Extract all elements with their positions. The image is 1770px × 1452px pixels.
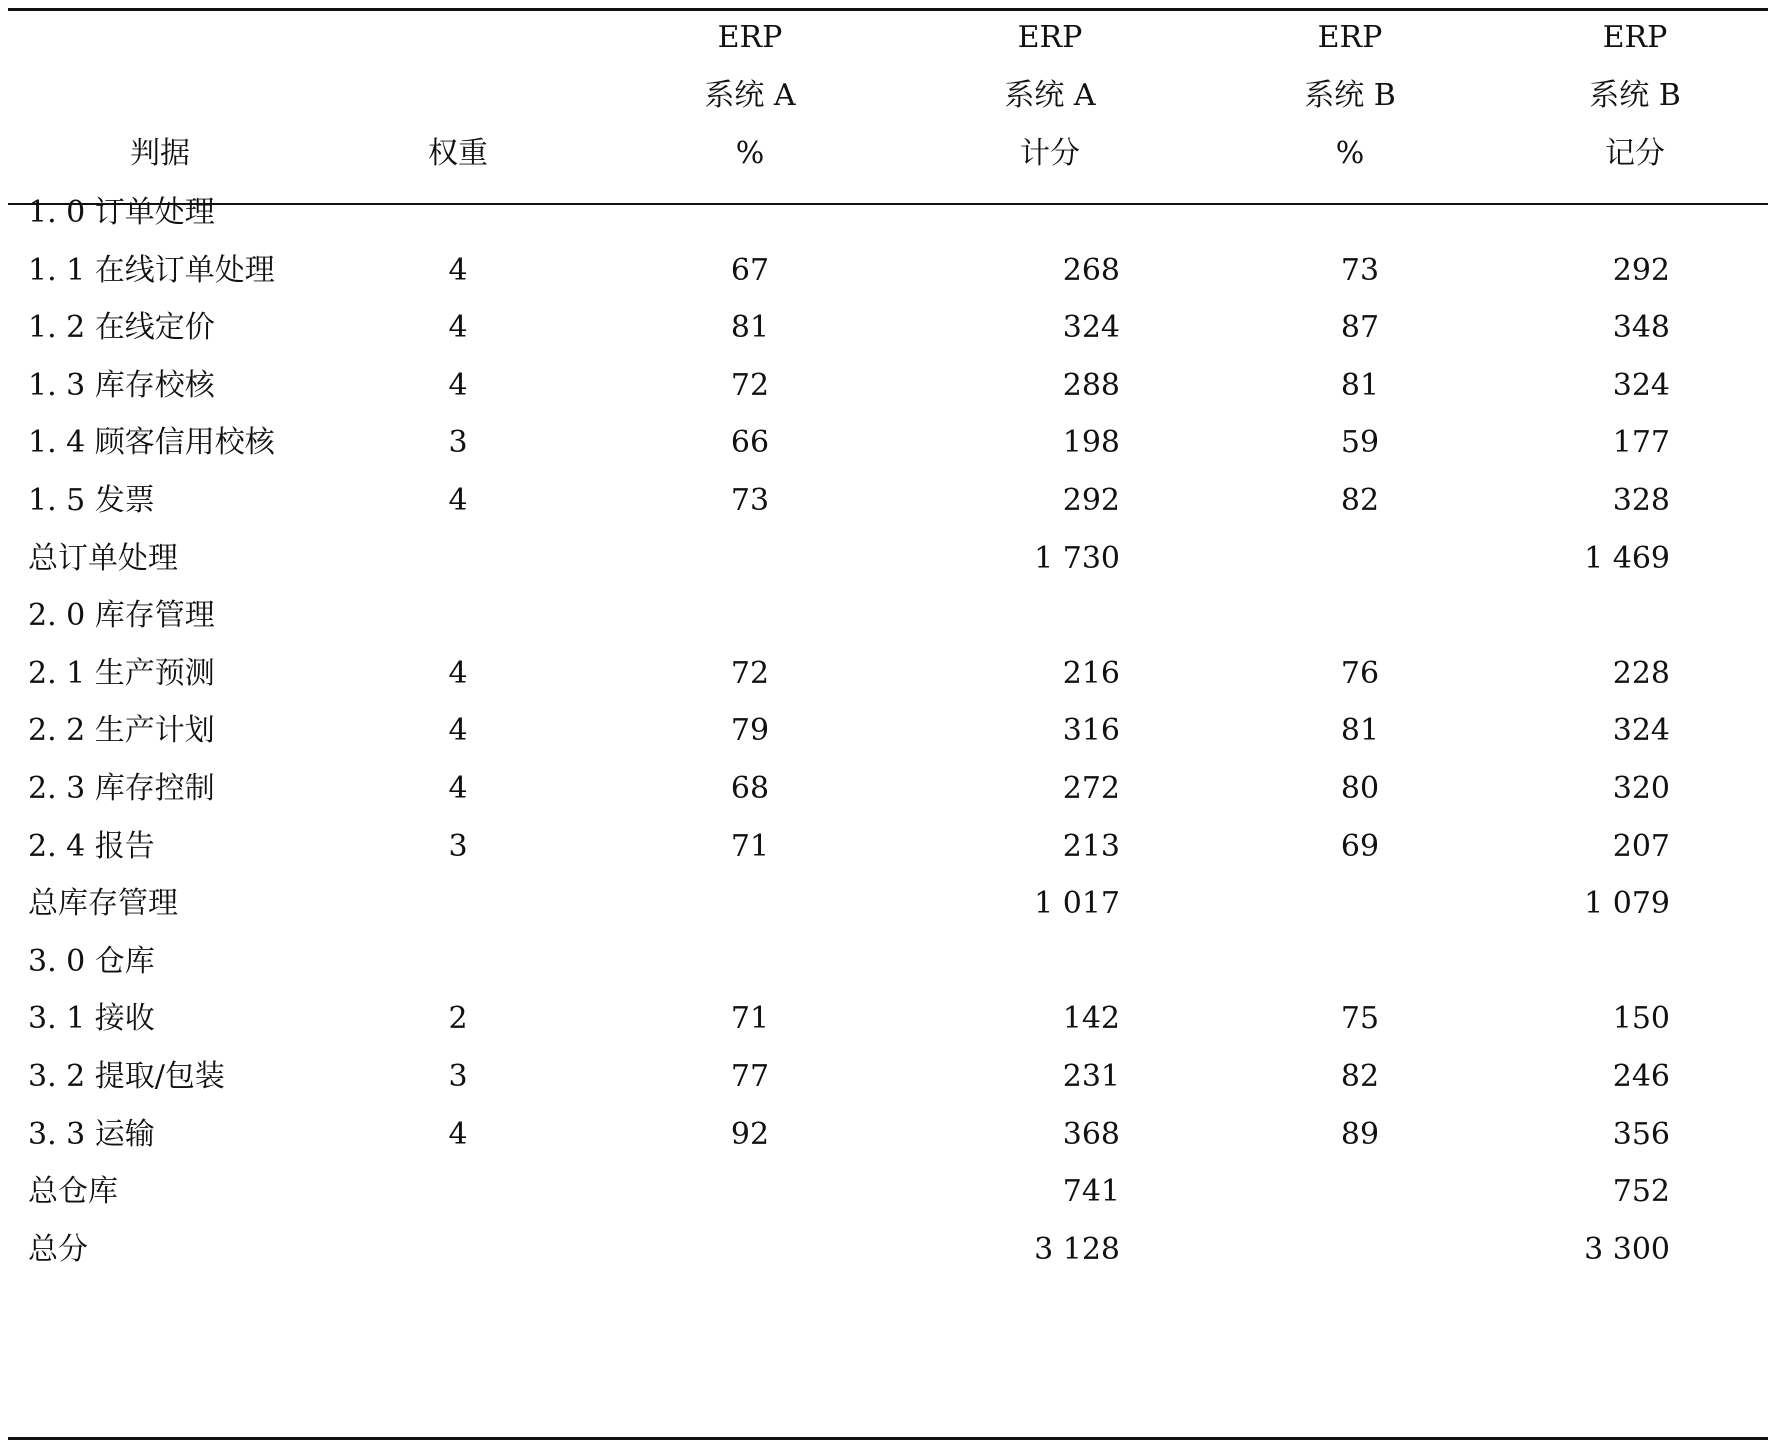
cell-system-a-percent: 66 <box>730 425 770 461</box>
cell-system-a-score: 368 <box>1062 1116 1120 1152</box>
cell-criteria: 1. 0 订单处理 <box>28 195 215 230</box>
table-row <box>0 295 1770 360</box>
cell-system-b-score <box>1470 929 1670 994</box>
cell-criteria: 1. 2 在线定价 <box>28 310 215 346</box>
cell-system-b-percent: 82 <box>1340 1059 1380 1094</box>
cell-system-b-score: 320 <box>1612 771 1670 806</box>
cell-system-a-score: 213 <box>1062 828 1120 864</box>
header-line: 计分 <box>1020 136 1080 171</box>
cell-system-a-score: 288 <box>1062 367 1120 403</box>
header-line: 判据 <box>130 136 190 171</box>
cell-system-b-percent: 59 <box>1340 425 1380 461</box>
cell-weight: 4 <box>448 1116 468 1152</box>
cell-system-b-score: 324 <box>1612 713 1670 749</box>
cell-system-a-score: 316 <box>1062 713 1120 749</box>
cell-criteria: 3. 1 接收 <box>28 1001 155 1037</box>
table-row <box>0 929 1770 994</box>
cell-system-b-score: 1 079 <box>1584 886 1670 922</box>
header-line: % <box>735 136 765 171</box>
table-row <box>0 526 1770 591</box>
cell-weight <box>408 1159 508 1224</box>
cell-system-a-score: 3 128 <box>1034 1231 1120 1267</box>
cell-system-a-percent: 77 <box>730 1059 770 1094</box>
cell-system-b-percent: 89 <box>1340 1116 1380 1152</box>
cell-weight <box>408 180 508 245</box>
cell-system-b-score: 356 <box>1612 1116 1670 1152</box>
cell-system-b-score: 177 <box>1612 425 1670 461</box>
cell-system-b-score <box>1470 180 1670 245</box>
header-weight <box>358 18 558 198</box>
cell-system-b-percent: 87 <box>1340 310 1380 346</box>
cell-system-a-percent: 72 <box>730 655 770 691</box>
header-line: 系统 A <box>704 78 796 113</box>
cell-system-a-percent <box>700 1159 800 1224</box>
table-row <box>0 583 1770 648</box>
cell-system-a-percent <box>700 1217 800 1282</box>
header-line: ERP <box>1317 20 1383 55</box>
cell-system-b-score: 3 300 <box>1584 1231 1670 1267</box>
cell-system-b-score: 246 <box>1612 1059 1670 1094</box>
header-criteria <box>60 18 260 198</box>
cell-system-a-percent <box>700 929 800 994</box>
cell-criteria: 2. 3 库存控制 <box>28 771 215 806</box>
cell-system-b-score: 752 <box>1612 1174 1670 1210</box>
header-line: ERP <box>717 20 783 55</box>
cell-system-a-percent: 68 <box>730 771 770 806</box>
header-line: ERP <box>1017 20 1083 55</box>
cell-system-b-score <box>1470 583 1670 648</box>
cell-system-b-percent: 76 <box>1340 655 1380 691</box>
cell-system-b-percent: 81 <box>1340 713 1380 749</box>
cell-weight: 4 <box>448 713 468 749</box>
table-row <box>0 1044 1770 1109</box>
cell-weight <box>408 929 508 994</box>
table-top-rule <box>8 8 1768 11</box>
cell-criteria: 1. 5 发票 <box>28 483 155 518</box>
cell-criteria: 3. 2 提取/包装 <box>28 1059 225 1094</box>
cell-criteria: 1. 1 在线订单处理 <box>28 252 275 288</box>
cell-system-a-score: 292 <box>1062 483 1120 518</box>
cell-system-a-score <box>920 929 1120 994</box>
cell-weight: 2 <box>448 1001 468 1037</box>
cell-criteria: 3. 0 仓库 <box>28 943 155 979</box>
cell-weight: 3 <box>448 1059 468 1094</box>
cell-system-a-percent <box>700 180 800 245</box>
table-row <box>0 1102 1770 1167</box>
cell-system-a-score <box>920 180 1120 245</box>
cell-weight <box>408 1217 508 1282</box>
cell-system-b-percent: 75 <box>1340 1001 1380 1037</box>
cell-system-a-percent: 73 <box>730 483 770 518</box>
cell-system-a-percent <box>700 871 800 936</box>
header-system-b-score <box>1535 18 1735 198</box>
cell-system-a-score: 324 <box>1062 310 1120 346</box>
cell-system-a-percent: 92 <box>730 1116 770 1152</box>
cell-criteria: 2. 1 生产预测 <box>28 655 215 691</box>
cell-system-a-percent: 67 <box>730 252 770 288</box>
cell-system-a-percent: 71 <box>730 828 770 864</box>
table-row <box>0 814 1770 879</box>
cell-system-a-score: 741 <box>1062 1174 1120 1210</box>
cell-system-a-percent <box>700 583 800 648</box>
table-row <box>0 410 1770 475</box>
cell-criteria: 1. 3 库存校核 <box>28 367 215 403</box>
cell-system-a-score: 272 <box>1062 771 1120 806</box>
cell-weight: 4 <box>448 771 468 806</box>
header-system-a-score <box>950 18 1150 198</box>
cell-weight <box>408 526 508 591</box>
cell-criteria: 2. 4 报告 <box>28 828 155 864</box>
cell-criteria: 总仓库 <box>28 1174 118 1210</box>
cell-system-b-percent <box>1310 526 1410 591</box>
cell-criteria: 2. 0 库存管理 <box>28 598 215 634</box>
header-line: 系统 B <box>1589 78 1681 113</box>
table-row <box>0 698 1770 763</box>
header-line: 权重 <box>428 136 488 171</box>
cell-system-a-score: 198 <box>1062 425 1120 461</box>
cell-system-b-score: 328 <box>1612 483 1670 518</box>
header-line: ERP <box>1602 20 1668 55</box>
header-line: % <box>1335 136 1365 171</box>
cell-criteria: 3. 3 运输 <box>28 1116 155 1152</box>
cell-system-a-percent: 72 <box>730 367 770 403</box>
cell-system-b-score: 150 <box>1612 1001 1670 1037</box>
cell-system-a-percent: 71 <box>730 1001 770 1037</box>
header-line: 记分 <box>1605 136 1665 171</box>
cell-weight: 4 <box>448 367 468 403</box>
cell-system-a-score <box>920 583 1120 648</box>
cell-system-b-score: 228 <box>1612 655 1670 691</box>
cell-system-a-score: 268 <box>1062 252 1120 288</box>
table-row <box>0 641 1770 706</box>
table-row <box>0 180 1770 245</box>
cell-weight: 4 <box>448 252 468 288</box>
table-row <box>0 756 1770 821</box>
cell-system-b-score: 348 <box>1612 310 1670 346</box>
cell-system-b-percent <box>1310 583 1410 648</box>
cell-system-a-score: 231 <box>1062 1059 1120 1094</box>
cell-system-b-percent: 80 <box>1340 771 1380 806</box>
table-row <box>0 1159 1770 1224</box>
cell-system-a-score: 1 730 <box>1034 540 1120 576</box>
table-row <box>0 238 1770 303</box>
cell-system-a-percent <box>700 526 800 591</box>
cell-system-a-score: 142 <box>1062 1001 1120 1037</box>
cell-system-b-percent <box>1310 180 1410 245</box>
cell-system-b-percent <box>1310 1217 1410 1282</box>
cell-system-b-score: 1 469 <box>1584 540 1670 576</box>
cell-system-b-percent <box>1310 871 1410 936</box>
cell-system-b-score: 324 <box>1612 367 1670 403</box>
cell-weight: 4 <box>448 310 468 346</box>
table-bottom-rule <box>8 1437 1768 1440</box>
table-row <box>0 353 1770 418</box>
cell-weight: 4 <box>448 655 468 691</box>
cell-system-b-percent <box>1310 929 1410 994</box>
header-system-a-percent <box>650 18 850 198</box>
table-row <box>0 1217 1770 1282</box>
cell-weight: 4 <box>448 483 468 518</box>
cell-system-a-percent: 81 <box>730 310 770 346</box>
table-row <box>0 986 1770 1051</box>
cell-system-b-percent: 82 <box>1340 483 1380 518</box>
cell-weight <box>408 871 508 936</box>
header-line: 系统 A <box>1004 78 1096 113</box>
cell-weight: 3 <box>448 425 468 461</box>
table-row <box>0 871 1770 936</box>
cell-criteria: 1. 4 顾客信用校核 <box>28 425 275 461</box>
cell-criteria: 总库存管理 <box>28 886 178 922</box>
cell-weight <box>408 583 508 648</box>
cell-system-b-percent: 69 <box>1340 828 1380 864</box>
cell-system-a-percent: 79 <box>730 713 770 749</box>
cell-system-b-score: 207 <box>1612 828 1670 864</box>
cell-criteria: 总订单处理 <box>28 540 178 576</box>
cell-system-b-score: 292 <box>1612 252 1670 288</box>
cell-system-b-percent: 73 <box>1340 252 1380 288</box>
header-system-b-percent <box>1250 18 1450 198</box>
table-row <box>0 468 1770 533</box>
cell-system-b-percent <box>1310 1159 1410 1224</box>
cell-system-a-score: 216 <box>1062 655 1120 691</box>
header-line: 系统 B <box>1304 78 1396 113</box>
cell-system-a-score: 1 017 <box>1034 886 1120 922</box>
cell-system-b-percent: 81 <box>1340 367 1380 403</box>
cell-weight: 3 <box>448 828 468 864</box>
cell-criteria: 总分 <box>28 1231 88 1267</box>
cell-criteria: 2. 2 生产计划 <box>28 713 215 749</box>
